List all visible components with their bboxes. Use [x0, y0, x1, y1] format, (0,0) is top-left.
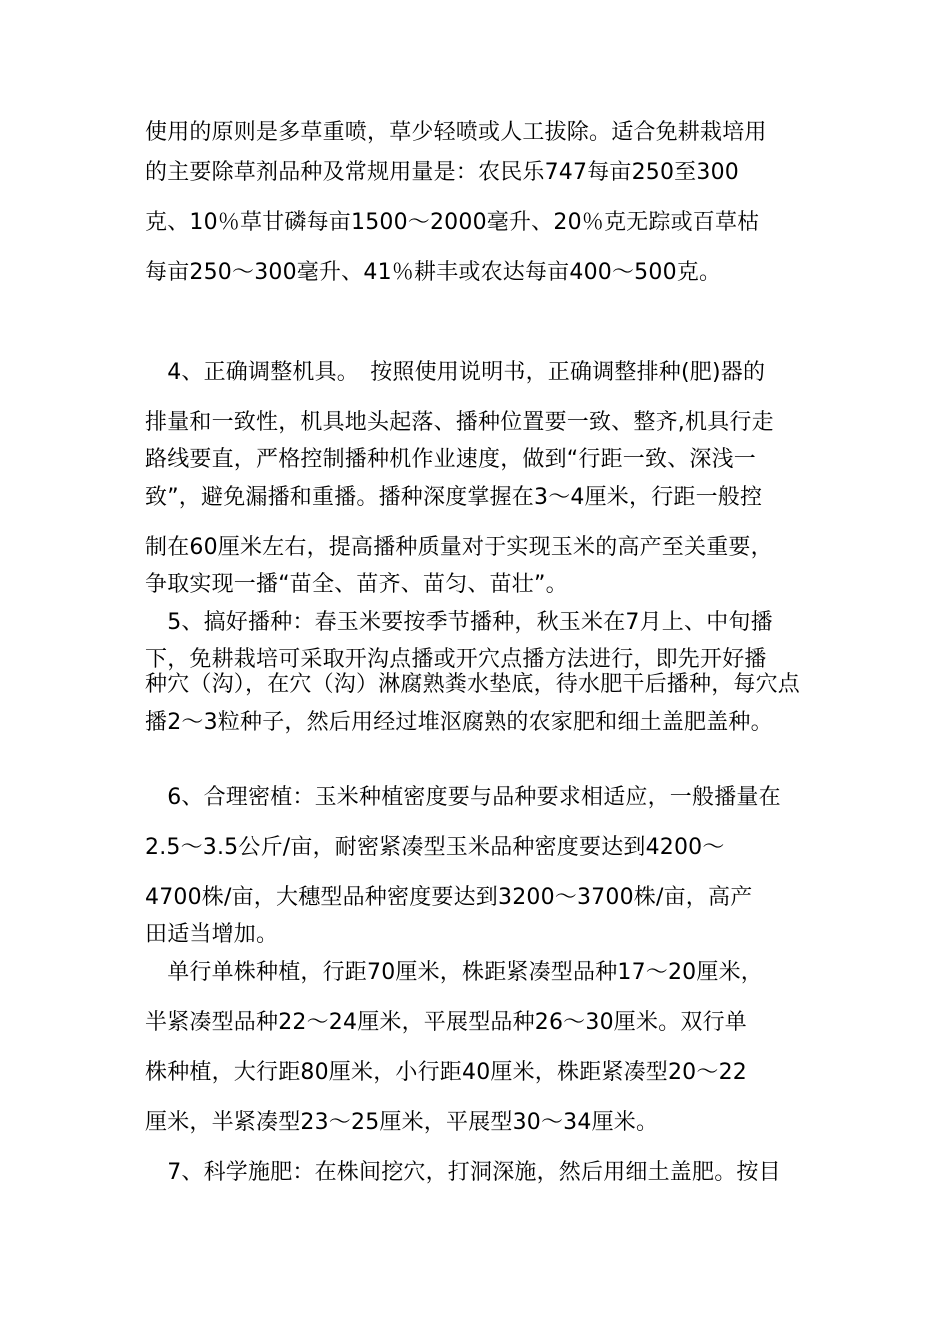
text-line: 致”，避免漏播和重播。播种深度掌握在3～4厘米，行距一般控 [145, 485, 763, 510]
text-line: 每亩250～300毫升、41％耕丰或农达每亩400～500克。 [145, 260, 722, 285]
text-line: 株种植，大行距80厘米，小行距40厘米，株距紧凑型20～22 [145, 1060, 747, 1085]
text-line: 田适当增加。 [145, 922, 279, 947]
text-line: 播2～3粒种子，然后用经过堆沤腐熟的农家肥和细土盖肥盖种。 [145, 710, 773, 735]
text-line: 5、搞好播种：春玉米要按季节播种，秋玉米在7月上、中旬播 [145, 610, 773, 635]
text-line: 4700株/亩，大穗型品种密度要达到3200～3700株/亩，高产 [145, 885, 753, 910]
text-line: 路线要直，严格控制播种机作业速度，做到“行距一致、深浅一 [145, 447, 756, 472]
text-line: 6、合理密植：玉米种植密度要与品种要求相适应，一般播量在 [145, 785, 781, 810]
text-line: 单行单株种植，行距70厘米，株距紧凑型品种17～20厘米， [145, 960, 763, 985]
text-line: 2.5～3.5公斤/亩，耐密紧凑型玉米品种密度要达到4200～ [145, 835, 725, 860]
text-line: 排量和一致性，机具地头起落、播种位置要一致、整齐,机具行走 [145, 410, 774, 435]
text-line: 半紧凑型品种22～24厘米，平展型品种26～30厘米。双行单 [145, 1010, 747, 1035]
text-line: 7、科学施肥：在株间挖穴，打洞深施，然后用细土盖肥。按目 [145, 1160, 781, 1185]
text-line: 争取实现一播“苗全、苗齐、苗匀、苗壮”。 [145, 572, 568, 597]
text-line: 4、正确调整机具。 按照使用说明书，正确调整排种(肥)器的 [145, 360, 766, 385]
text-line: 种穴（沟），在穴（沟）淋腐熟粪水垫底，待水肥干后播种，每穴点 [145, 672, 801, 697]
text-line: 制在60厘米左右，提高播种质量对于实现玉米的高产至关重要， [145, 535, 773, 560]
text-line: 下，免耕栽培可采取开沟点播或开穴点播方法进行，即先开好播 [145, 647, 767, 672]
text-line: 的主要除草剂品种及常规用量是：农民乐747每亩250至300 [145, 160, 739, 185]
text-line: 使用的原则是多草重喷，草少轻喷或人工拔除。适合免耕栽培用 [145, 120, 767, 145]
text-line: 厘米，半紧凑型23～25厘米，平展型30～34厘米。 [145, 1110, 659, 1135]
text-line: 克、10％草甘磷每亩1500～2000毫升、20％克无踪或百草枯 [145, 210, 760, 235]
